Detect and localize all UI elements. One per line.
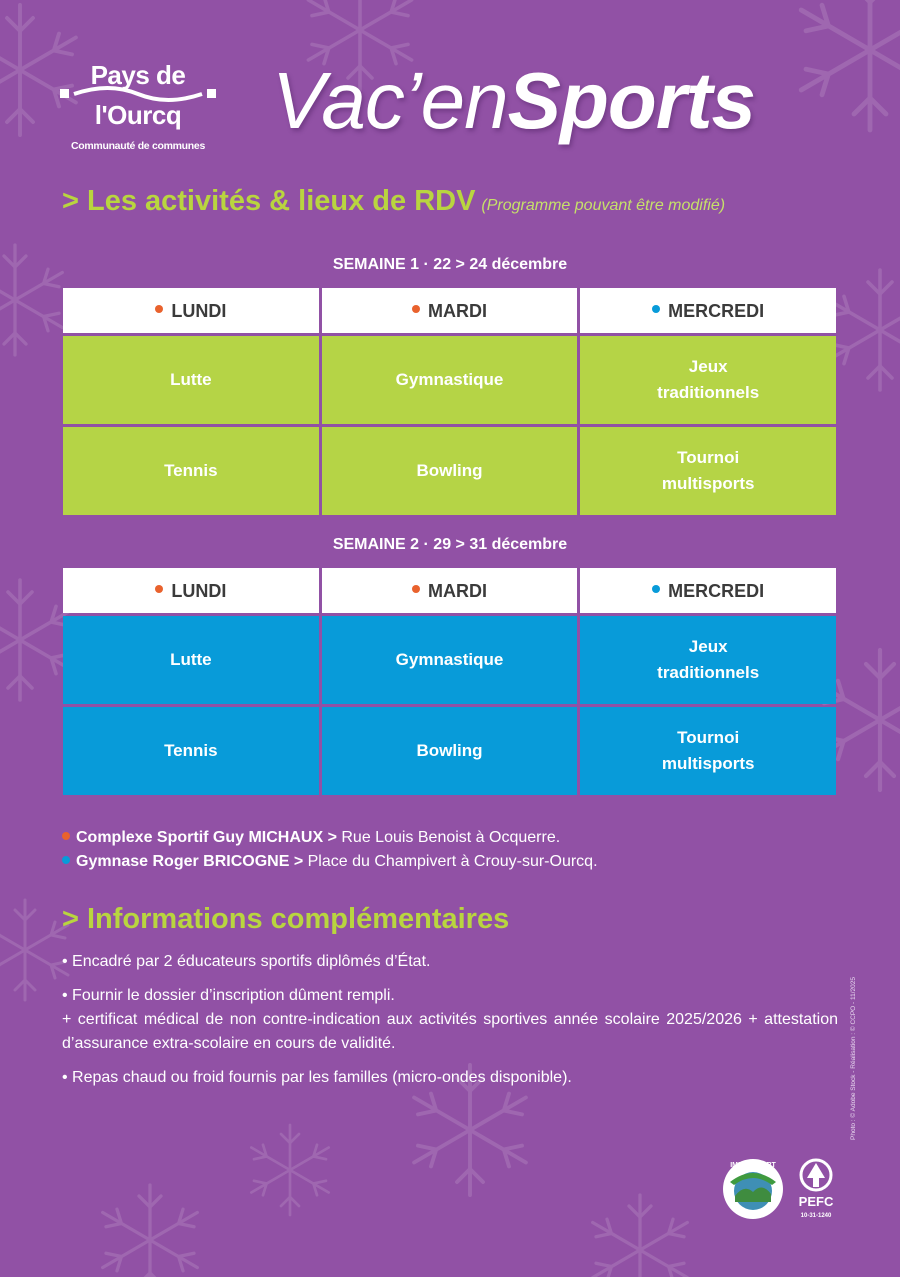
pefc-code: 10-31-1240: [800, 1213, 832, 1219]
day-header: [580, 568, 836, 613]
info-line: + certificat médical de non contre-indication aux activités sportives année scolaire 2025/2026 + attestation d’assurance extra-scolaire en cours de validité.: [62, 1011, 838, 1052]
blue-dot-icon: [652, 305, 660, 313]
activity-cell: Bowling: [322, 427, 578, 515]
title-part-2: Sports: [507, 56, 755, 145]
activity-cell: [580, 707, 836, 795]
title-part-1: Vac’en: [272, 56, 508, 145]
activities-heading: [62, 185, 725, 218]
pefc-tree-icon: [796, 1158, 836, 1192]
logo-line-2: l'Ourcq: [94, 100, 182, 130]
activity-cell: Bowling: [322, 707, 578, 795]
venue-list: [62, 826, 598, 874]
day-label: MARDI: [428, 580, 487, 601]
info-line: • Fournir le dossier d’inscription dûment rempli.: [62, 987, 395, 1004]
orange-dot-icon: [412, 305, 420, 313]
orange-dot-icon: [412, 585, 420, 593]
schedule-header-row: [63, 568, 836, 613]
activity-cell: Lutte: [63, 616, 319, 704]
activity-cell: [580, 616, 836, 704]
day-label: MERCREDI: [668, 300, 765, 321]
info-item: • Repas chaud ou froid fournis par les familles (micro-ondes disponible).: [62, 1069, 572, 1086]
info-item: [62, 984, 838, 1056]
venue-address: Rue Louis Benoist à Ocquerre.: [341, 829, 561, 846]
day-label: LUNDI: [171, 300, 227, 321]
logo-tagline: Communauté de communes: [70, 140, 205, 152]
activity-cell: [580, 427, 836, 515]
activity-cell: Lutte: [63, 336, 319, 424]
day-header: [63, 288, 319, 333]
week-1-schedule: [63, 288, 836, 518]
pays-de-lourcq-logo: [58, 60, 218, 160]
week-2-schedule: [63, 568, 836, 798]
photo-credit: Photo : © Adobe Stock - Réalisation : © CCPO - 11/2025: [850, 976, 857, 1140]
activity-label: Jeux traditionnels: [657, 357, 760, 402]
blue-dot-icon: [652, 585, 660, 593]
activity-cell: Tennis: [63, 427, 319, 515]
page-title: [272, 55, 755, 155]
day-label: MARDI: [428, 300, 487, 321]
orange-dot-icon: [155, 585, 163, 593]
activities-heading-text: > Les activités & lieux de RDV: [62, 185, 476, 217]
blue-dot-icon: [62, 856, 70, 864]
venue-item: [62, 826, 598, 850]
day-header: [322, 568, 578, 613]
venue-item: [62, 850, 598, 874]
schedule-header-row: [63, 288, 836, 333]
day-header: [63, 568, 319, 613]
day-header: [322, 288, 578, 333]
orange-dot-icon: [155, 305, 163, 313]
activity-label: Tournoi multisports: [661, 448, 755, 493]
day-header: [580, 288, 836, 333]
orange-dot-icon: [62, 832, 70, 840]
schedule-row: [63, 336, 836, 424]
activity-label: Tournoi multisports: [661, 728, 755, 773]
venue-name: Complexe Sportif Guy MICHAUX >: [76, 829, 337, 846]
info-section: [62, 950, 838, 1100]
activity-label: Jeux traditionnels: [657, 637, 760, 682]
day-label: MERCREDI: [668, 580, 765, 601]
schedule-row: [63, 707, 836, 795]
schedule-row: [63, 427, 836, 515]
activity-cell: Gymnastique: [322, 336, 578, 424]
day-label: LUNDI: [171, 580, 227, 601]
pefc-label: PEFC: [798, 1194, 834, 1209]
venue-address: Place du Champivert à Crouy-sur-Ourcq.: [307, 853, 598, 870]
info-heading: > Informations complémentaires: [62, 903, 510, 935]
week-1-label: SEMAINE 1 · 22 > 24 décembre: [332, 256, 568, 273]
activity-cell: Gymnastique: [322, 616, 578, 704]
logo-line-1: Pays de: [90, 60, 186, 90]
activity-cell: Tennis: [63, 707, 319, 795]
activities-heading-note: (Programme pouvant être modifié): [481, 197, 726, 214]
info-item: • Encadré par 2 éducateurs sportifs diplômés d’État.: [62, 953, 431, 970]
imprim-vert-label: IMPRIM'VERT: [730, 1162, 776, 1169]
activity-cell: [580, 336, 836, 424]
week-2-label: SEMAINE 2 · 29 > 31 décembre: [332, 536, 568, 553]
schedule-row: [63, 616, 836, 704]
venue-name: Gymnase Roger BRICOGNE >: [76, 853, 304, 870]
